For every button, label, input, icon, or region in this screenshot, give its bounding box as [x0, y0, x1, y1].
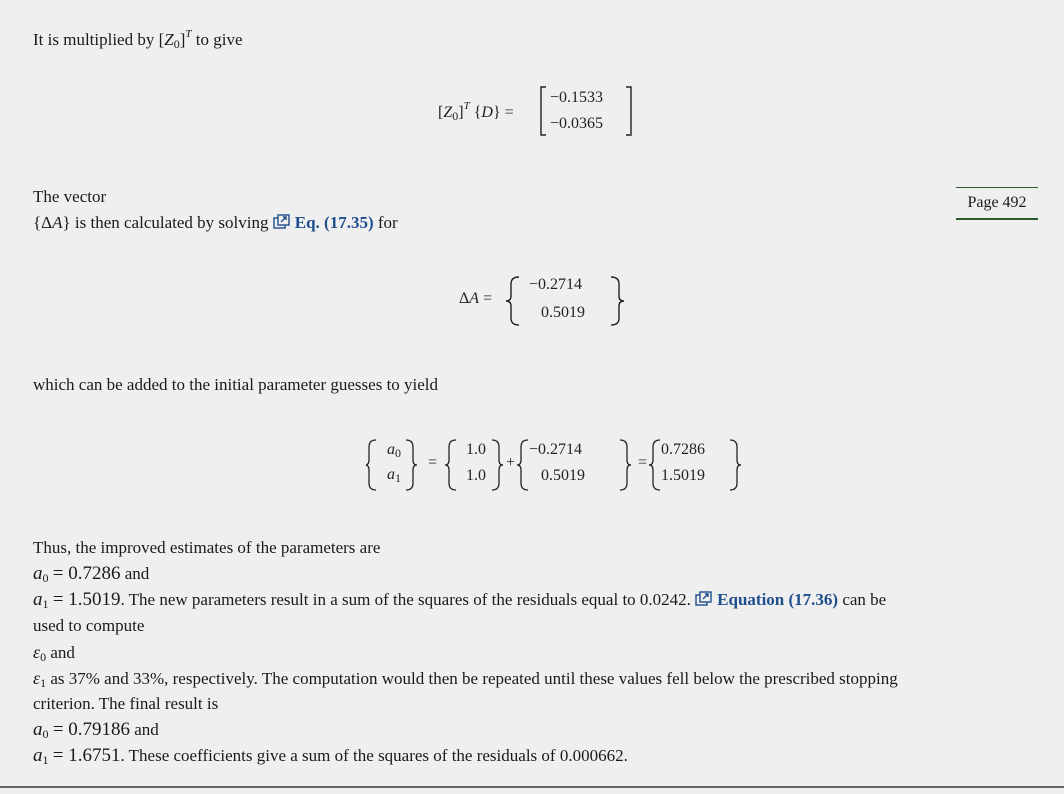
plus-sign: +: [506, 454, 516, 471]
eq-17-35-link[interactable]: [273, 213, 374, 232]
epsilon0-symbol: $\varepsilon_0$: [33, 642, 47, 664]
equals-sign-2: =: [638, 454, 648, 471]
equals-sign-1: =: [428, 454, 438, 471]
result-value-2: 1.5019: [661, 467, 705, 484]
lhs-a0: $a_0$: [387, 441, 401, 460]
vector-solve-end: for: [377, 213, 398, 232]
page-number-marker: Page 492: [956, 187, 1038, 220]
delta-a-value-1: −0.2714: [529, 276, 583, 293]
result-value-1: 0.7286: [661, 441, 705, 458]
matrix-value-1: −0.1533: [550, 89, 604, 106]
conclusion-line-compute: used to compute: [33, 616, 145, 635]
conclusion-line-1: Thus, the improved estimates of the parameters are: [33, 538, 381, 557]
final-residual-sentence: . These coefficients give a sum of the squares of the residuals of 0.000662.: [120, 746, 628, 765]
eq-17-35-label: Eq. (17.35): [294, 213, 374, 232]
matrix-value-2: −0.0365: [550, 115, 604, 132]
delta-a-value-2: 0.5019: [541, 304, 585, 321]
percent-sentence: as 37% and 33%, respectively. The computation would then be repeated until these values fell below the prescribed stopping: [50, 669, 898, 688]
vector-label-line: The vector: [33, 187, 107, 206]
and-word-2: and: [50, 643, 75, 662]
bottom-divider: [0, 786, 1064, 788]
initial-value-2: 1.0: [466, 467, 486, 484]
lhs-a1: $a_1$: [387, 466, 401, 485]
a0-final-symbol: $a_0$: [33, 719, 49, 741]
and-word-1: and: [124, 564, 150, 583]
a0-value: = 0.7286: [52, 563, 121, 584]
conclusion-line-criterion: criterion. The final result is: [33, 694, 219, 713]
conclusion-line-a1-final: [33, 743, 628, 773]
a0-symbol: $a_0$: [33, 563, 49, 585]
can-be-text: can be: [842, 590, 887, 609]
equation-delta-a-lhs: ΔA =: [459, 290, 493, 307]
eq-17-36-label: Equation (17.36): [717, 590, 839, 609]
intro-suffix: to give: [195, 30, 243, 49]
external-link-icon: [695, 591, 713, 607]
equation-z0t-d-lhs: $[Z_0]^T$ {D} =: [438, 100, 514, 123]
epsilon1-symbol: $\varepsilon_1$: [33, 668, 47, 690]
delta-value-2: 0.5019: [541, 467, 585, 484]
eq-17-36-link[interactable]: [695, 590, 838, 609]
intro-line: [33, 21, 243, 57]
and-word-3: and: [134, 720, 159, 739]
delta-value-1: −0.2714: [529, 441, 583, 458]
a1-symbol: $a_1$: [33, 589, 49, 611]
z0-transpose-symbol: $[Z_0]^T$: [158, 28, 192, 51]
initial-value-1: 1.0: [466, 441, 486, 458]
delta-a-vector-symbol: {ΔA}: [33, 213, 71, 232]
conclusion-line-a1: [33, 587, 886, 617]
vector-solve-line: [33, 210, 398, 236]
residual-sentence: . The new parameters result in a sum of the squares of the residuals equal to 0.0242.: [120, 590, 691, 609]
intro-prefix: It is multiplied by: [33, 30, 155, 49]
a1-final-symbol: $a_1$: [33, 745, 49, 767]
a1-final-value: = 1.6751: [52, 745, 121, 766]
a1-value: = 1.5019: [52, 589, 121, 610]
vector-solve-text: is then calculated by solving: [74, 213, 269, 232]
added-text-line: which can be added to the initial parameter guesses to yield: [33, 375, 439, 394]
external-link-icon: [273, 214, 291, 230]
a0-final-value: = 0.79186: [52, 719, 130, 740]
